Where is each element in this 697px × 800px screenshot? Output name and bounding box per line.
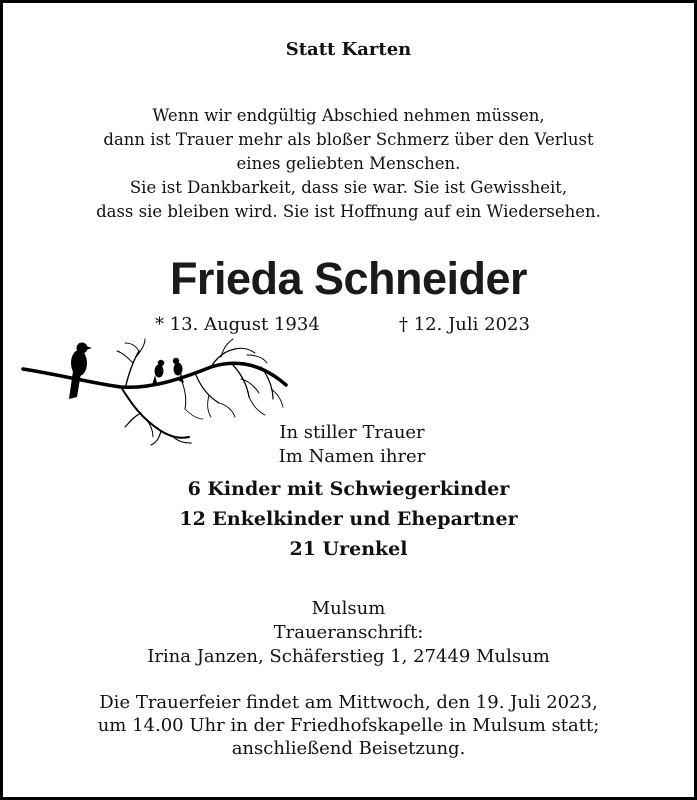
quote-line: Wenn wir endgültig Abschied nehmen müssen,	[152, 106, 545, 125]
service-notice	[3, 691, 694, 760]
service-line: anschließend Beisetzung.	[231, 738, 466, 759]
deceased-name: Frieda Schneider	[169, 253, 528, 304]
address-label: Traueranschrift:	[273, 622, 424, 643]
header-title: Statt Karten	[285, 39, 412, 60]
quote-line: dass sie bleiben wird. Sie ist Hoffnung auf ein Wiedersehen.	[96, 202, 601, 221]
quote-line: dann ist Trauer mehr als bloßer Schmerz über den Verlust	[103, 130, 594, 149]
mourning-line: Im Namen ihrer	[278, 446, 426, 467]
place-name: Mulsum	[311, 598, 386, 619]
family-list	[3, 474, 694, 564]
death-date: † 12. Juli 2023	[399, 314, 530, 335]
family-line: 6 Kinder mit Schwiegerkinder	[187, 478, 510, 500]
quote-line: eines geliebten Menschen.	[236, 154, 461, 173]
family-line: 21 Urenkel	[289, 538, 408, 560]
service-line: um 14.00 Uhr in der Friedhofskapelle in Mulsum statt;	[97, 715, 600, 736]
address-block	[3, 597, 694, 669]
mourning-line: In stiller Trauer	[279, 422, 425, 443]
address-line: Irina Janzen, Schäferstieg 1, 27449 Mulsum	[147, 646, 550, 667]
service-line: Die Trauerfeier findet am Mittwoch, den 19. Juli 2023,	[99, 692, 598, 713]
branch-with-birds-icon	[21, 333, 291, 448]
memorial-quote	[3, 104, 694, 224]
family-line: 12 Enkelkinder und Ehepartner	[179, 508, 518, 530]
birth-date: * 13. August 1934	[155, 314, 320, 335]
mourning-block	[262, 421, 442, 469]
quote-line: Sie ist Dankbarkeit, dass sie war. Sie ist Gewissheit,	[129, 178, 568, 197]
